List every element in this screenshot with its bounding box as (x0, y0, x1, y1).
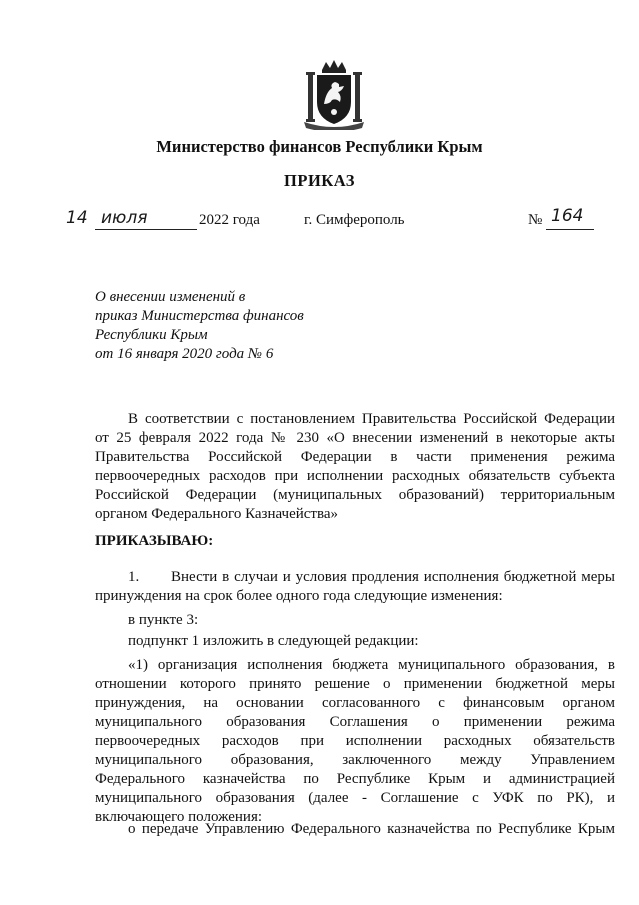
date-month: июля (101, 208, 148, 228)
paragraph-line: Российской Федерации (муниципальных образований) территориальным (95, 487, 615, 503)
crimea-coat-of-arms-icon (302, 58, 366, 130)
paragraph-line: Внести в случаи и условия продления исполнения бюджетной меры (171, 569, 615, 585)
document-subject (95, 288, 304, 364)
paragraph-line: муниципального образования, заключенного между Управлением (95, 752, 615, 768)
document-title: ПРИКАЗ (284, 171, 355, 190)
city: г. Симферополь (304, 212, 405, 228)
paragraph-line: «1) организация исполнения бюджета муниципального образования, в (128, 657, 615, 673)
paragraph-line: принуждения, на основании согласованного с финансовым органом (95, 695, 615, 711)
paragraph-line: отношении которого принято решение о применении бюджетной меры (95, 676, 615, 692)
paragraph-line: Федерального казначейства по Республике Крым и администрацией (95, 771, 615, 787)
paragraph-line: муниципального образования (далее - Соглашение с УФК по РК), и (95, 790, 615, 806)
point-line: в пункте 3: (128, 612, 199, 628)
paragraph-line: о передаче Управлению Федерального казначейства по Республике Крым (128, 821, 615, 837)
subpoint-line: подпункт 1 изложить в следующей редакции: (128, 633, 419, 649)
paragraph-line: первоочередных расходов при исполнении расходных обязательств (95, 733, 615, 749)
number-sign: № (528, 212, 543, 228)
paragraph-line: включающего положения: (95, 809, 263, 825)
paragraph-line: первоочередных расходов при исполнении расходных обязательств субъекта (95, 468, 615, 484)
paragraph-line: В соответствии с постановлением Правительства Российской Федерации (128, 411, 615, 427)
paragraph-line: принуждения на срок более одного года следующие изменения: (95, 588, 503, 604)
date-year: 2022 года (199, 212, 260, 228)
paragraph-line: Правительства Российской Федерации в части применения режима (95, 449, 615, 465)
subject-line: приказ Министерства финансов (95, 308, 304, 324)
subject-line: Республики Крым (95, 327, 208, 343)
ministry-name: Министерство финансов Республики Крым (156, 137, 483, 156)
date-day: 14 (66, 208, 88, 228)
preamble-paragraph (95, 410, 615, 524)
document-number: 164 (551, 206, 584, 226)
subject-line: от 16 января 2020 года № 6 (95, 346, 274, 362)
number-underline (546, 229, 594, 230)
order-word: ПРИКАЗЫВАЮ: (95, 533, 214, 549)
quoted-wording-continuation (95, 820, 615, 839)
paragraph-line: органом Федерального Казначейства» (95, 506, 339, 522)
item-1-paragraph (95, 568, 615, 606)
item-number: 1. (128, 569, 140, 585)
month-underline (95, 229, 197, 230)
quoted-wording-paragraph (95, 656, 615, 827)
paragraph-line: от 25 февраля 2022 года № 230 «О внесении изменений в некоторые акты (95, 430, 615, 446)
subject-line: О внесении изменений в (95, 289, 246, 305)
date-place-number-line (0, 208, 639, 234)
paragraph-line: муниципального образования Соглашения о применении режима (95, 714, 615, 730)
